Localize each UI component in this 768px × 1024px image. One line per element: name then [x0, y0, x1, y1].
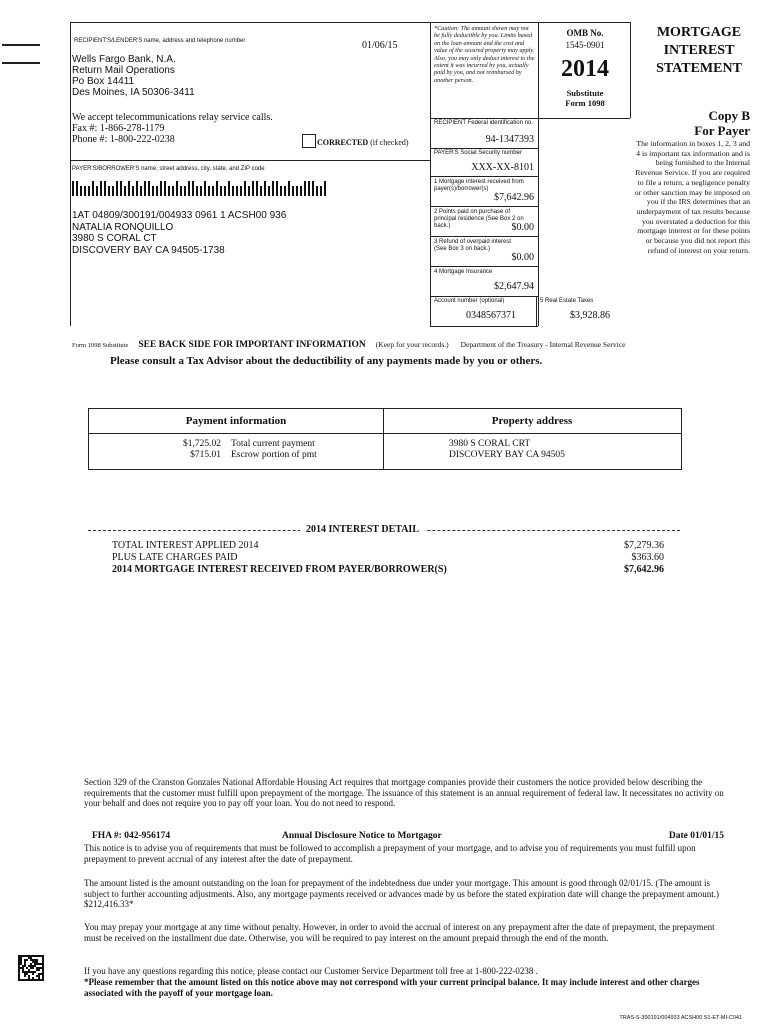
qr-module: [36, 967, 38, 969]
barcode-bar: [120, 181, 122, 196]
barcode-bar: [104, 181, 106, 196]
qr-module: [26, 973, 28, 975]
barcode-bar: [144, 181, 146, 196]
box2-value: $0.00: [511, 222, 534, 233]
qr-module: [28, 969, 30, 971]
qr-module: [24, 965, 26, 967]
department-label: Department of the Treasury - Internal Revenue Service: [460, 340, 626, 349]
box4-label: 4 Mortgage Insurance: [434, 269, 493, 275]
qr-module: [32, 961, 34, 963]
qr-module: [34, 959, 36, 961]
qr-module: [24, 955, 26, 957]
interest-row-label: 2014 MORTGAGE INTEREST RECEIVED FROM PAYER/BORROWER(S): [112, 564, 447, 575]
form-divider: [538, 22, 539, 326]
qr-module: [24, 971, 26, 973]
copy-subtitle: For Payer: [694, 123, 750, 138]
principal-balance-warning: *Please remember that the amount listed on this notice above may not correspond with your current principal balance. It may include interest and other charges associated with the payoff of your mortgage loan.: [84, 977, 700, 998]
recipient-label: RECIPIENT'S/LENDER'S name, address and telephone number: [74, 38, 246, 44]
barcode-bar: [320, 186, 322, 196]
payment-info-header: Payment information: [185, 415, 287, 427]
qr-module: [20, 967, 22, 969]
qr-module: [38, 963, 40, 965]
barcode-bar: [84, 186, 86, 196]
barcode-bar: [132, 186, 134, 196]
barcode-bar: [100, 181, 102, 196]
barcode-bar: [312, 181, 314, 196]
qr-module: [24, 975, 26, 977]
barcode-bar: [188, 181, 190, 196]
qr-module: [18, 957, 20, 959]
qr-module: [42, 957, 44, 959]
qr-module: [26, 955, 28, 957]
interest-detail-list: [112, 540, 664, 576]
qr-module: [34, 963, 36, 965]
qr-module: [32, 979, 34, 981]
interest-detail-heading: 2014 INTEREST DETAIL: [300, 524, 425, 535]
qr-module: [22, 971, 24, 973]
consult-advisor: Please consult a Tax Advisor about the deductibility of any payments made by you or others.: [110, 355, 543, 367]
payment-descriptions: [231, 439, 317, 461]
qr-module: [18, 965, 20, 967]
copy-title: Copy B: [708, 108, 750, 123]
qr-module: [36, 963, 38, 965]
qr-module: [34, 965, 36, 967]
barcode-bar: [112, 186, 114, 196]
barcode-bar: [180, 186, 182, 196]
qr-module: [28, 965, 30, 967]
qr-module: [28, 957, 30, 959]
interest-row-value: $363.60: [631, 552, 664, 563]
payer-address: [72, 210, 286, 256]
interest-row-value: $7,642.96: [624, 564, 664, 575]
payment-table: [88, 408, 682, 470]
qr-module: [18, 963, 20, 965]
barcode-bar: [208, 186, 210, 196]
payer-line: NATALIA RONQUILLO: [72, 221, 174, 233]
qr-module: [28, 955, 30, 957]
qr-module: [38, 967, 40, 969]
qr-module: [30, 963, 32, 965]
barcode-bar: [292, 186, 294, 196]
qr-module: [18, 961, 20, 963]
property-street: 3980 S CORAL CRT: [449, 439, 531, 449]
qr-module: [20, 979, 22, 981]
qr-module: [42, 977, 44, 979]
barcode-bar: [324, 181, 326, 196]
barcode-bar: [308, 181, 310, 196]
barcode-bar: [176, 181, 178, 196]
qr-module: [20, 961, 22, 963]
barcode-bar: [164, 181, 166, 196]
margin-mark: [2, 62, 40, 64]
omb-label: OMB No.: [566, 28, 604, 38]
barcode-bar: [296, 186, 298, 196]
qr-module: [34, 979, 36, 981]
barcode-bar: [148, 181, 150, 196]
qr-module: [38, 975, 40, 977]
title-line: INTEREST: [663, 43, 735, 58]
form-footer: [72, 334, 752, 352]
qr-module: [26, 971, 28, 973]
prepay-anytime-notice: You may prepay your mortgage at any time without penalty. However, in order to avoid the accrual of interest on any prepayment after the date of prepayment, the prepayment must be received on the installment due date. Otherwise, you will be required to pay interest on the amount prepaid through the end of the month.: [84, 922, 715, 943]
box1-label: 1 Mortgage interest received from payer(s)/borrower(s): [434, 179, 524, 192]
form-line: [430, 206, 538, 207]
margin-mark: [2, 44, 40, 46]
qr-module: [42, 961, 44, 963]
qr-module: [42, 975, 44, 977]
qr-module: [22, 967, 24, 969]
barcode-bar: [216, 181, 218, 196]
substitute-text: Substitute: [566, 88, 604, 98]
box4-value: $2,647.94: [494, 281, 534, 292]
barcode-bar: [220, 186, 222, 196]
qr-module: [30, 965, 32, 967]
qr-module: [28, 975, 30, 977]
barcode-bar: [140, 186, 142, 196]
qr-module: [30, 971, 32, 973]
barcode-bar: [136, 181, 138, 196]
qr-module: [24, 959, 26, 961]
form-left-border: [70, 22, 71, 326]
corrected-checkbox[interactable]: [302, 134, 316, 148]
qr-module: [26, 979, 28, 981]
qr-module: [20, 963, 22, 965]
fax-number: Fax #: 1-866-278-1179: [72, 123, 165, 134]
qr-module: [30, 967, 32, 969]
qr-module: [34, 955, 36, 957]
escrow-desc: Escrow portion of pmt: [231, 450, 317, 460]
barcode-bar: [152, 186, 154, 196]
payer-ssn-label: PAYER'S Social Security number: [434, 150, 522, 156]
form-line: [430, 118, 630, 119]
interest-row-label: PLUS LATE CHARGES PAID: [112, 552, 238, 563]
qr-module: [26, 967, 28, 969]
bottom-tracking-code: TRAS-S-300191/004933 ACSH00 S1-ET-MI-C041: [619, 1015, 742, 1021]
payment-amounts: [129, 439, 221, 461]
barcode-bar: [156, 186, 158, 196]
qr-module: [18, 973, 20, 975]
box3-label: 3 Refund of overpaid interest (See Box 3 on back.): [434, 239, 512, 252]
qr-module: [18, 969, 20, 971]
barcode-bar: [300, 186, 302, 196]
barcode-bar: [256, 181, 258, 196]
qr-module: [38, 969, 40, 971]
qr-module: [42, 969, 44, 971]
barcode-bar: [184, 186, 186, 196]
form-top-border: [70, 22, 630, 23]
prepayment-amount-notice: The amount listed is the amount outstanding on the loan for prepayment of the indebtedness due under your mortgage. This amount is good through 02/01/15. (The amount is subject to further accounting adjustments. Also, any mortgage payments received or advances made by us before the stated expiration date will change the prepayment amount.) $212,416.33*: [84, 878, 720, 909]
interest-row-value: $7,279.36: [624, 540, 664, 551]
barcode-bar: [80, 186, 82, 196]
property-address: [449, 439, 565, 461]
form-title: [634, 24, 764, 78]
barcode-bar: [248, 186, 250, 196]
qr-module: [18, 977, 20, 979]
qr-module: [38, 979, 40, 981]
payer-line: DISCOVERY BAY CA 94505-1738: [72, 244, 225, 256]
barcode-bar: [240, 186, 242, 196]
form-line: [430, 148, 538, 149]
section-329-notice: Section 329 of the Cranston Gonzales National Affordable Housing Act requires that mortgage companies provide their customers the notice provided below describing the requirements that the customer must fulfill upon prepayment of the mortgage. The issuance of this statement is an annual requirement of federal law. It necessitates no activity on your behalf and does not require you to pay off your loan. You do not need to respond.: [84, 777, 724, 808]
box5-value: $3,928.86: [570, 310, 610, 321]
qr-module: [36, 955, 38, 957]
relay-note: We accept telecommunications relay service calls.: [72, 112, 273, 123]
barcode-bar: [284, 186, 286, 196]
qr-module: [36, 975, 38, 977]
qr-module: [32, 965, 34, 967]
barcode-bar: [316, 186, 318, 196]
qr-module: [18, 959, 20, 961]
barcode-bar: [236, 186, 238, 196]
annual-disclosure-title: Annual Disclosure Notice to Mortgagor: [282, 831, 442, 841]
qr-module: [30, 957, 32, 959]
qr-module: [22, 965, 24, 967]
barcode-bar: [108, 186, 110, 196]
qr-module: [38, 973, 40, 975]
property-address-header: Property address: [491, 415, 573, 427]
form-line: [70, 160, 430, 161]
qr-module: [42, 955, 44, 957]
qr-module: [36, 979, 38, 981]
qr-module: [36, 959, 38, 961]
qr-module: [28, 977, 30, 979]
form-line: [430, 266, 538, 267]
barcode-bar: [260, 186, 262, 196]
interest-row: [112, 540, 664, 552]
interest-row: [112, 552, 664, 564]
qr-module: [26, 959, 28, 961]
form-number: Form 1098: [565, 98, 605, 108]
barcode-bar: [252, 181, 254, 196]
qr-module: [30, 979, 32, 981]
qr-module: [20, 957, 22, 959]
qr-module: [32, 967, 34, 969]
caution-note: *Caution: The amount shown may not be fully deductible by you. Limits based on the loan amount and the cost and value of the secured property may apply. Also, you may only deduct interest to the extent it was incurred by you, actually paid by you, and not reimbursed by another person.: [434, 25, 535, 84]
2d-barcode: [18, 955, 44, 981]
qr-module: [30, 955, 32, 957]
fha-number: FHA #: 042-956174: [92, 831, 171, 841]
qr-module: [24, 963, 26, 965]
barcode-bar: [76, 181, 78, 196]
payer-ssn-value: XXX-XX-8101: [471, 162, 534, 173]
barcode-bar: [72, 181, 74, 196]
substitute-form: [540, 88, 630, 108]
qr-module: [18, 971, 20, 973]
box3-value: $0.00: [511, 252, 534, 263]
qr-module: [24, 961, 26, 963]
recipient-address: [72, 54, 195, 98]
payer-line: 3980 S CORAL CT: [72, 233, 157, 244]
recipient-id-value: 94-1347393: [485, 134, 534, 145]
qr-module: [38, 977, 40, 979]
phone-number: Phone #: 1-800-222-0238: [72, 134, 175, 145]
qr-module: [40, 963, 42, 965]
form-line: [430, 296, 538, 297]
account-label: Account number (optional): [434, 298, 505, 304]
payer-line: 1AT 04809/300191/004933 0961 1 ACSH00 936: [72, 210, 287, 221]
omb-number: 1545-0901: [565, 40, 605, 50]
recipient-line: Po Box 14411: [72, 76, 135, 87]
barcode-bar: [276, 181, 278, 196]
qr-module: [32, 971, 34, 973]
box2-label: 2 Points paid on purchase of principal residence (See Box 2 on back.): [434, 209, 524, 229]
qr-module: [42, 979, 44, 981]
qr-module: [22, 955, 24, 957]
qr-module: [18, 967, 20, 969]
barcode-bar: [272, 181, 274, 196]
box5-label: 5 Real Estate Taxes: [540, 298, 594, 304]
qr-module: [22, 969, 24, 971]
title-line: MORTGAGE: [656, 25, 742, 40]
barcode-bar: [244, 181, 246, 196]
qr-module: [42, 963, 44, 965]
barcode-bar: [168, 186, 170, 196]
current-payment-desc: Total current payment: [231, 439, 315, 449]
barcode-bar: [192, 181, 194, 196]
qr-module: [20, 955, 22, 957]
corrected-note: (if checked): [370, 138, 409, 147]
property-city: DISCOVERY BAY CA 94505: [449, 450, 565, 460]
qr-module: [42, 959, 44, 961]
qr-module: [42, 965, 44, 967]
qr-module: [42, 967, 44, 969]
qr-module: [40, 973, 42, 975]
escrow-amount: $715.01: [190, 450, 221, 460]
copy-b: [640, 108, 750, 138]
qr-module: [18, 975, 20, 977]
qr-module: [28, 971, 30, 973]
statement-date: 01/06/15: [362, 40, 398, 51]
barcode-bar: [92, 181, 94, 196]
recipient-line: Des Moines, IA 50306-3411: [72, 87, 195, 98]
corrected-text: CORRECTED: [317, 138, 369, 147]
barcode-bar: [200, 186, 202, 196]
barcode-bar: [304, 181, 306, 196]
see-back-notice: SEE BACK SIDE FOR IMPORTANT INFORMATION: [138, 340, 366, 350]
qr-module: [32, 977, 34, 979]
qr-module: [34, 961, 36, 963]
copy-b-text: The information in boxes 1, 2, 3 and 4 is important tax information and is being furnished to the Internal Revenue Service. If you are required to file a return, a negligence penalty or other sanction may be imposed on you if the IRS determines that an underpayment of tax results because you overstated a deduction for this mortgage interest or for these points or because you did not report this refund of interest on your return.: [634, 139, 750, 255]
keep-records-note: (Keep for your records.): [375, 340, 449, 349]
corrected-label: [317, 138, 409, 147]
qr-module: [28, 979, 30, 981]
qr-module: [40, 967, 42, 969]
title-line: STATEMENT: [656, 61, 742, 76]
barcode-bar: [224, 186, 226, 196]
qr-module: [42, 971, 44, 973]
barcode-bar: [196, 186, 198, 196]
qr-module: [32, 955, 34, 957]
barcode-bar: [280, 186, 282, 196]
qr-module: [18, 979, 20, 981]
form-substitute-label: Form 1098 Substitute: [72, 342, 129, 349]
barcode-bar: [128, 181, 130, 196]
recipient-line: Wells Fargo Bank, N.A.: [72, 54, 176, 65]
qr-module: [24, 979, 26, 981]
tax-year: 2014: [561, 56, 609, 82]
form-divider: [430, 22, 431, 326]
account-value: 0348567371: [466, 310, 516, 321]
barcode-bar: [212, 186, 214, 196]
recipient-line: Return Mail Operations: [72, 65, 175, 76]
form-divider: [630, 22, 631, 118]
barcode-bar: [268, 186, 270, 196]
notice-advice: This notice is to advise you of requirements that must be followed to accomplish a prepayment of your mortgage, and to advise you of requirements you must fulfill upon prepayment to prevent accrual of any interest after the date of prepayment.: [84, 843, 696, 864]
barcode-bar: [204, 181, 206, 196]
barcode-bar: [96, 186, 98, 196]
form-line: [430, 236, 538, 237]
qr-module: [42, 973, 44, 975]
qr-module: [34, 971, 36, 973]
notice-date: Date 01/01/15: [668, 831, 724, 841]
barcode-bar: [160, 181, 162, 196]
qr-module: [24, 973, 26, 975]
qr-module: [40, 979, 42, 981]
qr-module: [18, 955, 20, 957]
form-line: [430, 176, 538, 177]
questions-notice: If you have any questions regarding this notice, please contact our Customer Service Department toll free at 1-800-222-0238 .: [84, 966, 538, 976]
barcode-bar: [232, 186, 234, 196]
recipient-id-label: RECIPIENT Federal identification no.: [434, 120, 533, 126]
qr-module: [30, 959, 32, 961]
barcode-bar: [172, 186, 174, 196]
qr-module: [40, 955, 42, 957]
recipient-contact: [72, 112, 273, 145]
payer-label: PAYER'S/BORROWER'S name, street address, city, state, and ZIP code: [72, 166, 265, 172]
barcode-bar: [228, 181, 230, 196]
qr-module: [38, 955, 40, 957]
barcode-bar: [288, 181, 290, 196]
barcode-bar: [264, 181, 266, 196]
barcode-bar: [116, 181, 118, 196]
barcode-bar: [88, 186, 90, 196]
postal-barcode: [72, 181, 328, 197]
notice-header-row: [92, 831, 724, 841]
qr-module: [32, 973, 34, 975]
qr-module: [32, 959, 34, 961]
form-line: [430, 326, 538, 327]
current-payment-amount: $1,725.02: [183, 439, 221, 449]
box1-value: $7,642.96: [494, 192, 534, 203]
qr-module: [36, 961, 38, 963]
form-divider: [536, 296, 537, 326]
barcode-bar: [124, 186, 126, 196]
interest-row-label: TOTAL INTEREST APPLIED 2014: [112, 540, 259, 551]
qr-module: [36, 969, 38, 971]
qr-module: [22, 979, 24, 981]
qr-module: [20, 959, 22, 961]
interest-row-total: [112, 564, 664, 576]
